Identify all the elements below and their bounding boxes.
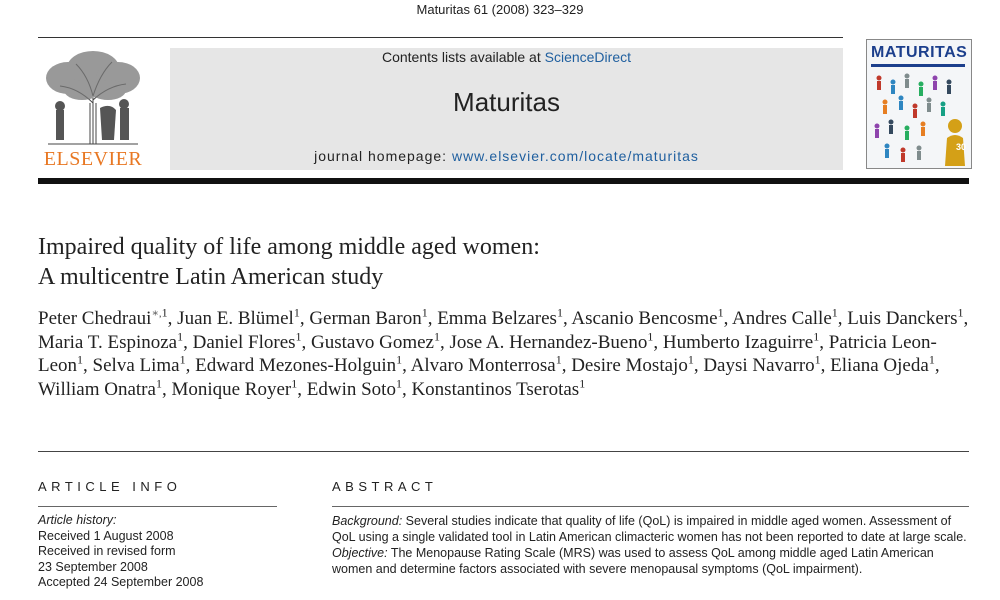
article-history <box>38 513 278 591</box>
affiliation-mark[interactable]: 1 <box>831 305 838 320</box>
affiliation-mark[interactable]: 1 <box>77 352 84 367</box>
author-separator: , <box>83 355 88 376</box>
author-separator: , <box>297 378 302 400</box>
author-separator: , <box>693 355 699 376</box>
article-info-heading: ARTICLE INFO <box>38 479 182 494</box>
affiliation-mark[interactable]: 1 <box>687 352 694 367</box>
cover-band <box>871 64 965 67</box>
tree-icon <box>38 48 148 146</box>
author[interactable] <box>662 329 824 353</box>
author-separator: , <box>183 331 188 353</box>
author-name: Juan E. Blümel <box>177 308 294 329</box>
affiliation-mark[interactable]: 1 <box>579 376 586 391</box>
author[interactable] <box>92 352 191 376</box>
author-name: Emma Belzares <box>437 308 557 329</box>
author-name: Monique Royer <box>171 378 292 400</box>
journal-citation: Maturitas 61 (2008) 323–329 <box>416 2 584 17</box>
article-title <box>38 232 968 292</box>
author-separator: , <box>819 331 824 353</box>
author-list <box>38 307 973 401</box>
elsevier-wordmark: ELSEVIER <box>43 148 143 170</box>
author[interactable] <box>171 376 302 400</box>
affiliation-mark[interactable]: 1 <box>177 329 184 344</box>
author[interactable] <box>571 352 699 376</box>
affiliation-mark[interactable]: 1 <box>555 352 562 367</box>
author-name: Luis Danckers <box>847 308 958 329</box>
article-info-rule <box>38 506 277 507</box>
journal-cover[interactable] <box>866 39 972 169</box>
header-bottom-rule <box>38 178 969 184</box>
history-entry: Received in revised form <box>38 544 176 558</box>
author[interactable] <box>311 329 445 353</box>
author-name: Konstantinos Tserotas <box>411 378 580 400</box>
affiliation-mark[interactable]: 1 <box>396 352 403 367</box>
affiliation-mark[interactable]: 1 <box>957 305 964 320</box>
cover-anniversary-badge: 30 <box>955 142 966 152</box>
article-title-line-1: Impaired quality of life among middle aged women: <box>38 234 540 260</box>
author[interactable] <box>309 305 433 329</box>
affiliation-mark[interactable]: 1 <box>421 305 428 320</box>
author-name: Edward Mezones-Holguin <box>195 355 397 376</box>
corresponding-author-mark[interactable]: ∗, <box>151 307 162 320</box>
author-separator: , <box>185 355 191 376</box>
author[interactable] <box>847 305 969 329</box>
affiliation-mark[interactable]: 1 <box>813 329 820 344</box>
author-separator: , <box>299 308 305 329</box>
author-separator: , <box>161 378 167 400</box>
author-separator: , <box>561 355 567 376</box>
author-name: Ascanio Bencosme <box>571 308 718 329</box>
author[interactable] <box>703 352 826 376</box>
author[interactable] <box>571 305 729 329</box>
author[interactable] <box>38 329 188 353</box>
author[interactable] <box>38 305 173 329</box>
abstract-heading: ABSTRACT <box>332 479 438 494</box>
objective-label: Objective: <box>332 546 388 560</box>
affiliation-mark[interactable]: 1 <box>161 305 168 320</box>
journal-header <box>170 48 843 170</box>
author[interactable] <box>38 376 167 400</box>
author-name: Desire Mostajo <box>571 355 688 376</box>
author[interactable] <box>192 329 307 353</box>
author-separator: , <box>167 308 173 329</box>
author[interactable] <box>177 305 305 329</box>
author-separator: , <box>402 355 407 376</box>
author-separator: , <box>401 378 407 400</box>
author[interactable] <box>437 305 568 329</box>
affiliation-mark[interactable]: 1 <box>928 352 935 367</box>
author-name: Maria T. Espinoza <box>38 331 178 353</box>
author[interactable] <box>732 305 843 329</box>
history-entry: 23 September 2008 <box>38 559 148 574</box>
cover-figures-icon <box>867 68 971 168</box>
author-name: Alvaro Monterrosa <box>410 355 556 376</box>
author-name: Patricia Leon-Leon <box>38 331 937 376</box>
homepage-prefix: journal homepage: <box>314 148 452 164</box>
elsevier-logo[interactable] <box>38 48 148 170</box>
author-name: Daniel Flores <box>192 331 296 353</box>
affiliation-mark[interactable]: 1 <box>556 305 563 320</box>
background-label: Background: <box>332 514 403 528</box>
author-separator: , <box>723 308 729 329</box>
background-text: Several studies indicate that quality of life (QoL) is impaired in middle aged women. Assessment of QoL using a single validated tool in Latin American climacteric women has not been reported to date at large scale. <box>332 514 967 544</box>
author-name: Eliana Ojeda <box>830 355 929 376</box>
author-name: Jose A. Hernandez-Bueno <box>449 331 648 353</box>
abstract-objective <box>332 545 972 577</box>
history-entry: Received 1 August 2008 <box>38 528 174 543</box>
author[interactable] <box>449 329 659 353</box>
affiliation-mark[interactable]: 1 <box>814 352 821 367</box>
affiliation-mark[interactable]: 1 <box>179 352 186 367</box>
contents-line <box>170 49 843 65</box>
affiliation-mark[interactable]: 1 <box>647 329 654 344</box>
affiliation-mark[interactable]: 1 <box>291 376 298 391</box>
author-name: Andres Calle <box>732 308 832 329</box>
author-separator: , <box>963 308 969 329</box>
affiliation-mark[interactable]: 1 <box>293 305 300 320</box>
author-name: Peter Chedraui <box>38 308 152 329</box>
history-entry: Accepted 24 September 2008 <box>38 575 204 589</box>
affiliation-mark[interactable]: 1 <box>395 376 402 391</box>
author-name: German Baron <box>309 308 422 329</box>
author-separator: , <box>439 331 445 353</box>
author-separator: , <box>934 355 940 376</box>
author-name: Gustavo Gomez <box>311 331 434 353</box>
author[interactable] <box>410 352 567 376</box>
author-separator: , <box>427 308 433 329</box>
affiliation-mark[interactable]: 1 <box>295 329 302 344</box>
affiliation-mark[interactable]: 1 <box>433 329 440 344</box>
author-name: Selva Lima <box>92 355 180 376</box>
abstract-background <box>332 513 972 545</box>
author[interactable] <box>411 376 586 400</box>
abstract-body <box>332 513 972 577</box>
author-separator: , <box>562 308 568 329</box>
affiliation-mark[interactable]: 1 <box>717 305 724 320</box>
header-top-rule <box>38 37 843 38</box>
author-name: William Onatra <box>38 378 156 400</box>
section-divider <box>38 451 969 452</box>
author-name: Daysi Navarro <box>703 355 815 376</box>
objective-text: The Menopause Rating Scale (MRS) was used to assess QoL among middle aged Latin American women and determine factors associated with severe menopausal symptoms (QoL impairment). <box>332 546 934 576</box>
sciencedirect-link[interactable]: ScienceDirect <box>544 49 631 65</box>
abstract-rule <box>332 506 969 507</box>
author-name: Edwin Soto <box>306 378 396 400</box>
article-title-line-2: A multicentre Latin American study <box>38 264 384 290</box>
author[interactable] <box>195 352 407 376</box>
contents-prefix: Contents lists available at <box>381 49 545 65</box>
homepage-line <box>170 148 843 164</box>
author-name: Humberto Izaguirre <box>662 331 814 353</box>
journal-title: Maturitas <box>453 87 560 117</box>
author-separator: , <box>837 308 843 329</box>
homepage-link[interactable]: www.elsevier.com/locate/maturitas <box>451 148 699 164</box>
affiliation-mark[interactable]: 1 <box>155 376 162 391</box>
article-history-label: Article history: <box>38 513 117 527</box>
author-separator: , <box>820 355 826 376</box>
cover-title: MATURITAS <box>871 44 968 61</box>
author[interactable] <box>830 352 940 376</box>
author-separator: , <box>301 331 307 353</box>
author-separator: , <box>653 331 659 353</box>
author[interactable] <box>306 376 407 400</box>
